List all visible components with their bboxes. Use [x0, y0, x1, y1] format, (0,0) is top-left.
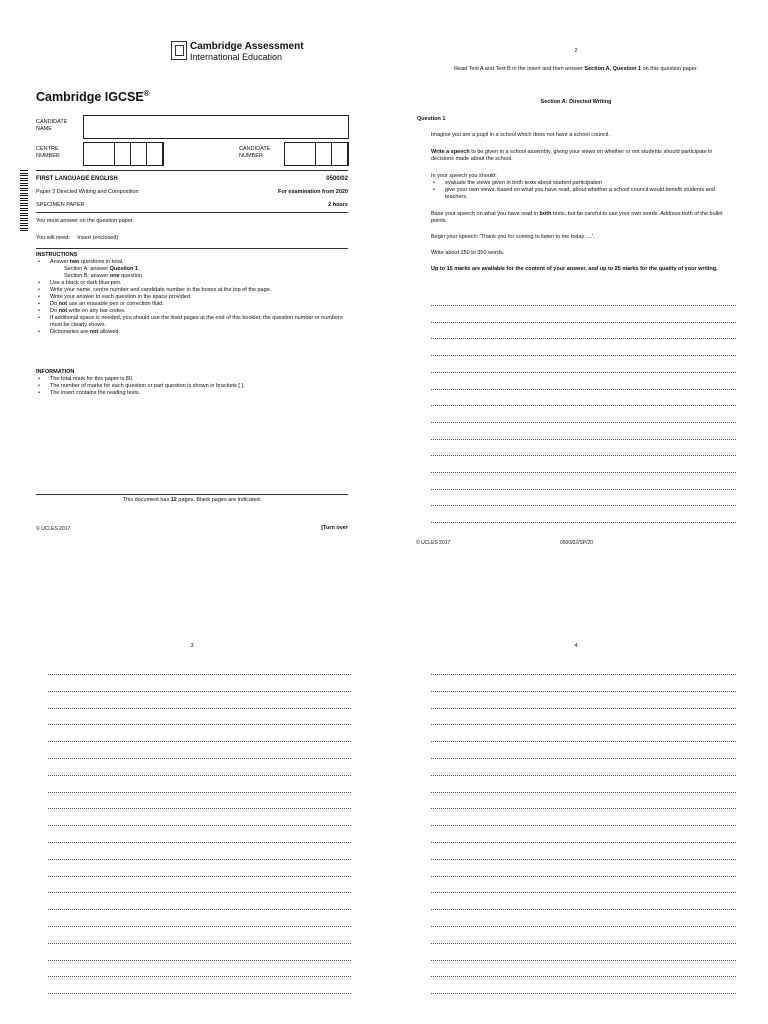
answer-line[interactable]: [431, 522, 736, 523]
answer-line[interactable]: [431, 405, 736, 406]
answer-line[interactable]: [431, 355, 736, 356]
answer-line[interactable]: [48, 792, 351, 793]
answer-line[interactable]: [431, 674, 736, 675]
intro-text: Read Text A and Text B in the insert and then answer Section A, Question 1 on this question paper.: [454, 66, 698, 72]
centre-number-label: [36, 146, 60, 160]
answer-line[interactable]: [431, 775, 736, 776]
instruction-item: • Write your name, centre number and candidate number in the boxes at the top of the page.: [36, 287, 348, 294]
label-line: NAME: [36, 126, 52, 132]
answer-line[interactable]: [48, 859, 351, 860]
answer-line[interactable]: [48, 892, 351, 893]
answer-line[interactable]: [48, 708, 351, 709]
document-note: This document has 12 pages. Blank pages are indicated.: [122, 497, 262, 503]
candidate-name-label: [36, 119, 67, 133]
information-item: • The insert contains the reading texts.: [36, 390, 348, 397]
instruction-item: • If additional space is needed, you should use the lined pages at the end of this booklet; the question number or numbers must be clearly shown.: [36, 315, 348, 329]
divider: [36, 494, 348, 495]
label-line: CANDIDATE: [239, 146, 271, 152]
instructions: [36, 252, 348, 336]
answer-line[interactable]: [48, 825, 351, 826]
answer-note: You must answer on the question paper.: [36, 218, 134, 224]
question-body: [431, 132, 736, 273]
answer-line[interactable]: [48, 976, 351, 977]
answer-line[interactable]: [431, 825, 736, 826]
answer-line[interactable]: [431, 976, 736, 977]
instruction-item: • Do not write on any bar codes.: [36, 308, 348, 315]
answer-line[interactable]: [431, 926, 736, 927]
paragraph: Begin your speech: 'Thank you for coming to listen to me today ....'.: [431, 234, 595, 240]
instructions-heading: INSTRUCTIONS: [36, 252, 78, 258]
label-line: NUMBER: [239, 153, 263, 159]
answer-line[interactable]: [48, 674, 351, 675]
digit-divider: [316, 143, 332, 165]
answer-line[interactable]: [431, 691, 736, 692]
bullet-item: • give your own views, based on what you have read, about whether a school council would benefit students and teachers.: [431, 187, 736, 201]
paper-code: 0500/02: [326, 176, 348, 182]
candidate-number-box[interactable]: [284, 142, 349, 166]
instruction-item: • Do not use an erasable pen or correction fluid.: [36, 301, 348, 308]
paragraph: Write a speech to be given in a school assembly, giving your views on whether or not students should participate in decisions made about the school.: [431, 149, 713, 162]
answer-line[interactable]: [48, 876, 351, 877]
answer-line[interactable]: [48, 691, 351, 692]
need-line: [36, 235, 118, 242]
information: [36, 369, 348, 397]
information-item: • The number of marks for each question or part question is shown in brackets [ ].: [36, 383, 348, 390]
cambridge-crest-icon: [171, 41, 187, 60]
candidate-name-box[interactable]: [83, 115, 349, 139]
answer-line[interactable]: [431, 489, 736, 490]
answer-line[interactable]: [431, 389, 736, 390]
answer-line[interactable]: [431, 322, 736, 323]
digit-divider: [300, 143, 316, 165]
answer-line[interactable]: [48, 741, 351, 742]
answer-line[interactable]: [431, 338, 736, 339]
information-item: • The total mark for this paper is 80.: [36, 376, 348, 383]
information-heading: INFORMATION: [36, 369, 75, 375]
brand-text: Cambridge IGCSE: [36, 90, 144, 105]
answer-line[interactable]: [431, 859, 736, 860]
instruction-item: • Write your answer to each question in the space provided.: [36, 294, 348, 301]
answer-line[interactable]: [48, 926, 351, 927]
answer-line[interactable]: [431, 758, 736, 759]
instruction-item: • Use a black or dark blue pen.: [36, 280, 348, 287]
answer-line[interactable]: [431, 808, 736, 809]
instruction-item: • Answer two questions in total.: [36, 259, 348, 266]
answer-line[interactable]: [431, 305, 736, 306]
paper-code-footer: 0500/02/SP/20: [560, 540, 594, 546]
digit-divider: [147, 143, 163, 165]
paragraph: Imagine you are a pupil in a school which does not have a school council.: [431, 132, 610, 138]
answer-line[interactable]: [48, 842, 351, 843]
answer-line[interactable]: [431, 439, 736, 440]
digit-divider: [131, 143, 147, 165]
subject-title: FIRST LANGUAGE ENGLISH: [36, 176, 118, 182]
copyright: © UCLES 2017: [416, 540, 451, 546]
instruction-sub: Section B: answer one question.: [64, 273, 144, 279]
answer-line[interactable]: [48, 943, 351, 944]
answer-line[interactable]: [431, 422, 736, 423]
answer-line[interactable]: [431, 472, 736, 473]
section-heading: Section A: Directed Writing: [540, 99, 612, 105]
digit-divider: [115, 143, 131, 165]
centre-number-box[interactable]: [83, 142, 164, 166]
digit-divider: [99, 143, 115, 165]
page-number: 2: [574, 48, 578, 54]
label-line: NUMBER: [36, 153, 60, 159]
answer-line[interactable]: [48, 758, 351, 759]
answer-line[interactable]: [48, 993, 351, 994]
answer-line[interactable]: [431, 372, 736, 373]
instruction-item: • Dictionaries are not allowed.: [36, 329, 348, 336]
label-line: CENTRE: [36, 146, 59, 152]
logo-line-1: Cambridge Assessment: [190, 41, 304, 52]
answer-line[interactable]: [48, 775, 351, 776]
answer-line[interactable]: [48, 909, 351, 910]
answer-line[interactable]: [431, 960, 736, 961]
divider: [36, 248, 348, 249]
label-line: CANDIDATE: [36, 119, 68, 125]
answer-line[interactable]: [48, 808, 351, 809]
paragraph: In your speech you should:: [431, 173, 497, 179]
brand-title: [36, 89, 150, 104]
turn-over: [Turn over: [321, 525, 348, 531]
divider: [36, 170, 348, 171]
answer-line[interactable]: [431, 943, 736, 944]
candidate-number-label: [239, 146, 270, 160]
answer-line[interactable]: [48, 724, 351, 725]
answer-line[interactable]: [431, 741, 736, 742]
specimen-label: SPECIMEN PAPER: [36, 202, 85, 208]
answer-line[interactable]: [431, 724, 736, 725]
paragraph: Up to 15 marks are available for the content of your answer, and up to 25 marks for the quality of your writing.: [431, 266, 718, 272]
page-number: 3: [190, 643, 194, 649]
need-value: Insert (enclosed): [77, 235, 119, 241]
answer-line[interactable]: [431, 708, 736, 709]
need-label: You will need:: [36, 235, 70, 241]
instruction-sub: Section A: answer Question 1.: [64, 266, 140, 272]
exam-from: For examination from 2020: [278, 189, 348, 195]
question-label: Question 1: [417, 116, 446, 122]
answer-line[interactable]: [48, 960, 351, 961]
digit-divider: [332, 143, 348, 165]
barcode: [20, 170, 28, 232]
bullet-item: • evaluate the views given in both texts about student participation: [431, 180, 736, 187]
paragraph: Write about 250 to 350 words.: [431, 250, 505, 256]
answer-line[interactable]: [431, 792, 736, 793]
paragraph: Base your speech on what you have read in both texts, but be careful to use your own words. Address both of the bullet points.: [431, 211, 723, 224]
logo-line-2: International Education: [190, 52, 283, 62]
duration: 2 hours: [328, 202, 348, 208]
paper-title: Paper 2 Directed Writing and Composition: [36, 189, 139, 195]
answer-line[interactable]: [431, 455, 736, 456]
divider: [36, 212, 348, 213]
answer-line[interactable]: [431, 892, 736, 893]
answer-line[interactable]: [431, 876, 736, 877]
answer-line[interactable]: [431, 505, 736, 506]
answer-line[interactable]: [431, 842, 736, 843]
copyright: © UCLES 2017: [36, 526, 71, 532]
page-number: 4: [574, 643, 578, 649]
brand-sup: ®: [143, 89, 150, 98]
answer-line[interactable]: [431, 993, 736, 994]
answer-line[interactable]: [431, 909, 736, 910]
